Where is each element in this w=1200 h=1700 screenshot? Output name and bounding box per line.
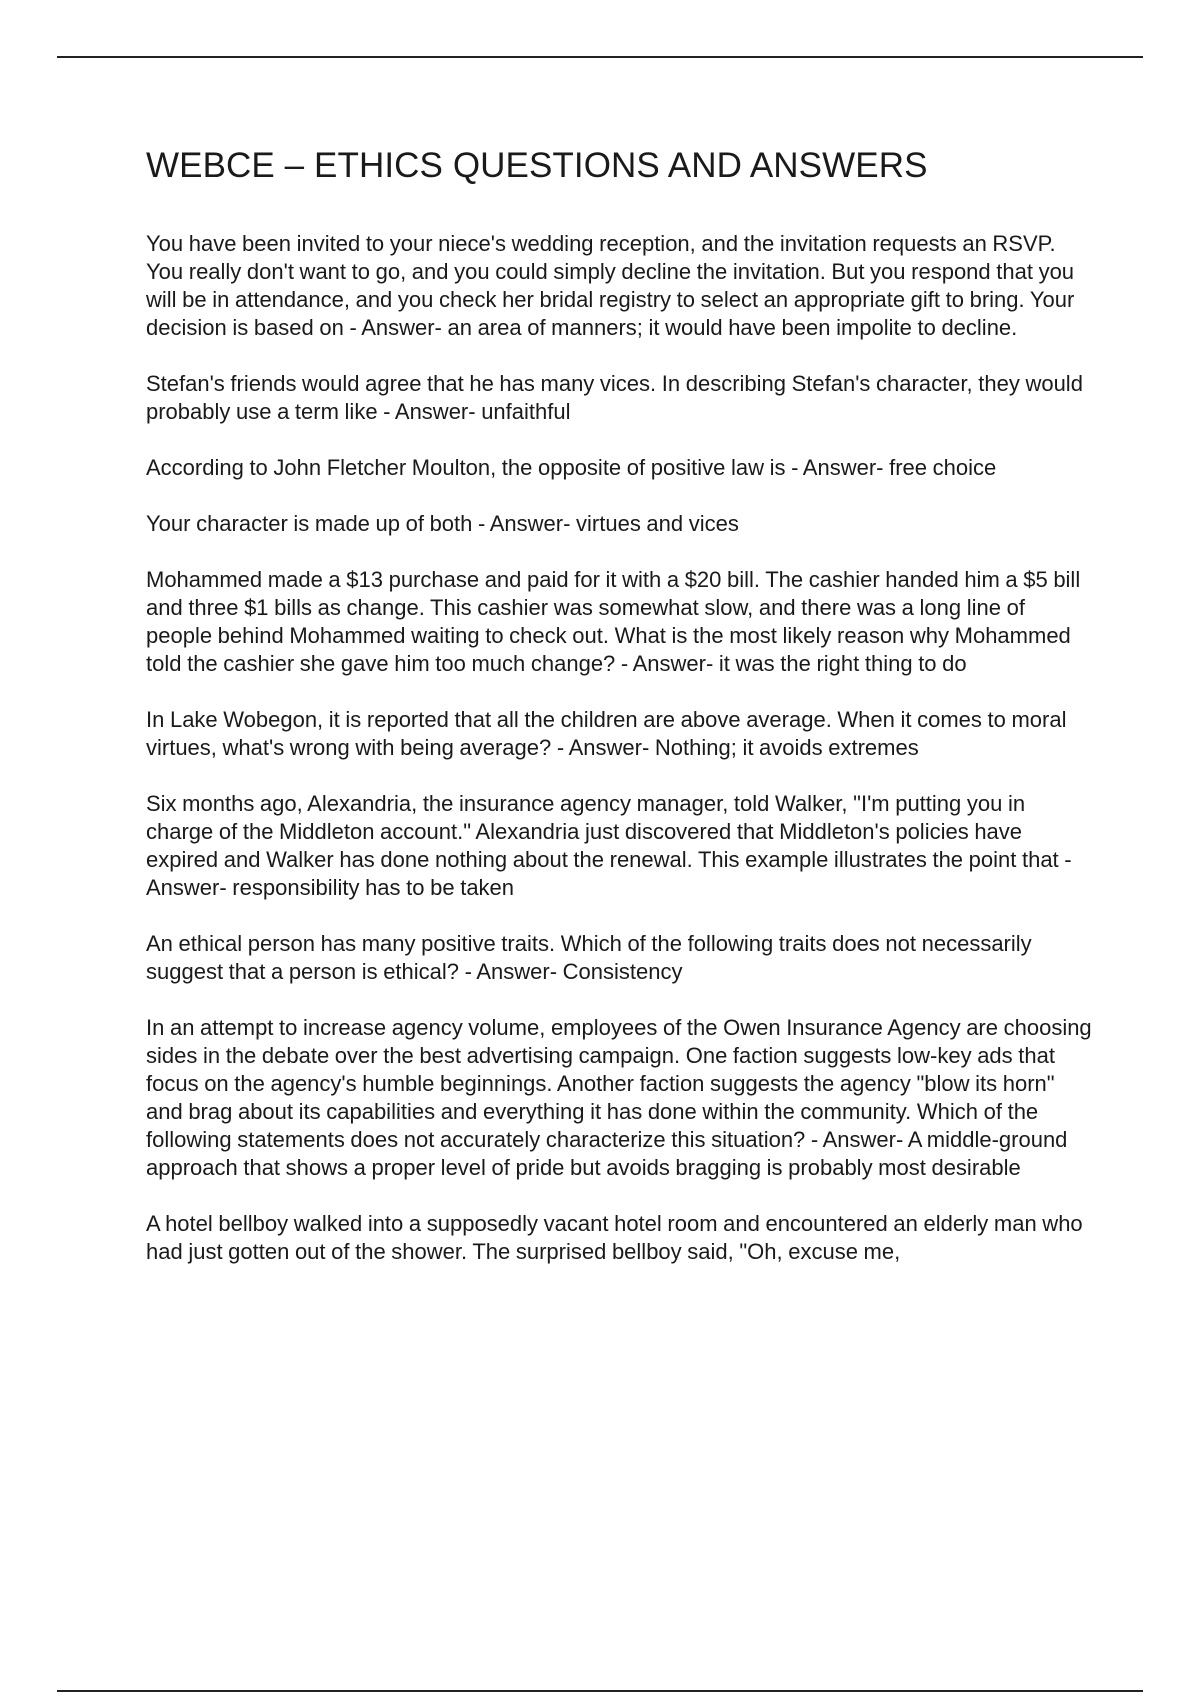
qa-item-2: Stefan's friends would agree that he has many vices. In describing Stefan's character, they would probably use a term like - Answer- unfaithful (146, 371, 1083, 424)
qa-item-10: A hotel bellboy walked into a supposedly vacant hotel room and encountered an elderly man who had just gotten out of the shower. The surprised bellboy said, "Oh, excuse me, (146, 1211, 1083, 1264)
qa-item-8: An ethical person has many positive traits. Which of the following traits does not necessarily suggest that a person is ethical? - Answer- Consistency (146, 931, 1032, 984)
bottom-divider (57, 1690, 1143, 1692)
qa-item-3: According to John Fletcher Moulton, the opposite of positive law is - Answer- free choice (146, 455, 997, 480)
qa-item-9: In an attempt to increase agency volume, employees of the Owen Insurance Agency are choosing sides in the debate over the best advertising campaign. One faction suggests low-key ads that focus on the agency's humble beginnings. Another faction suggests the agency "blow its horn" and brag about its capabilities and everything it has done within the community. Which of the following statements does not accurately characterize this situation? - Answer- A middle-ground approach that shows a proper level of pride but avoids bragging is probably most desirable (146, 1015, 1092, 1180)
qa-item-7: Six months ago, Alexandria, the insurance agency manager, told Walker, "I'm putting you in charge of the Middleton account." Alexandria just discovered that Middleton's policies have expired and Walker has done nothing about the renewal. This example illustrates the point that - Answer- responsibility has to be taken (146, 791, 1072, 900)
document-body (146, 142, 1096, 1294)
qa-item-6: In Lake Wobegon, it is reported that all the children are above average. When it comes to moral virtues, what's wrong with being average? - Answer- Nothing; it avoids extremes (146, 707, 1067, 760)
qa-list (146, 230, 1096, 1266)
qa-item-5: Mohammed made a $13 purchase and paid for it with a $20 bill. The cashier handed him a $5 bill and three $1 bills as change. This cashier was somewhat slow, and there was a long line of people behind Mohammed waiting to check out. What is the most likely reason why Mohammed told the cashier she gave him too much change? - Answer- it was the right thing to do (146, 567, 1081, 676)
document-title: WEBCE – ETHICS QUESTIONS AND ANSWERS (146, 146, 928, 185)
top-divider (57, 56, 1143, 58)
qa-item-4: Your character is made up of both - Answer- virtues and vices (146, 511, 739, 536)
qa-item-1: You have been invited to your niece's wedding reception, and the invitation requests an RSVP. You really don't want to go, and you could simply decline the invitation. But you respond that you will be in attendance, and you check her bridal registry to select an appropriate gift to bring. Your decision is based on - Answer- an area of manners; it would have been impolite to decline. (146, 231, 1075, 340)
